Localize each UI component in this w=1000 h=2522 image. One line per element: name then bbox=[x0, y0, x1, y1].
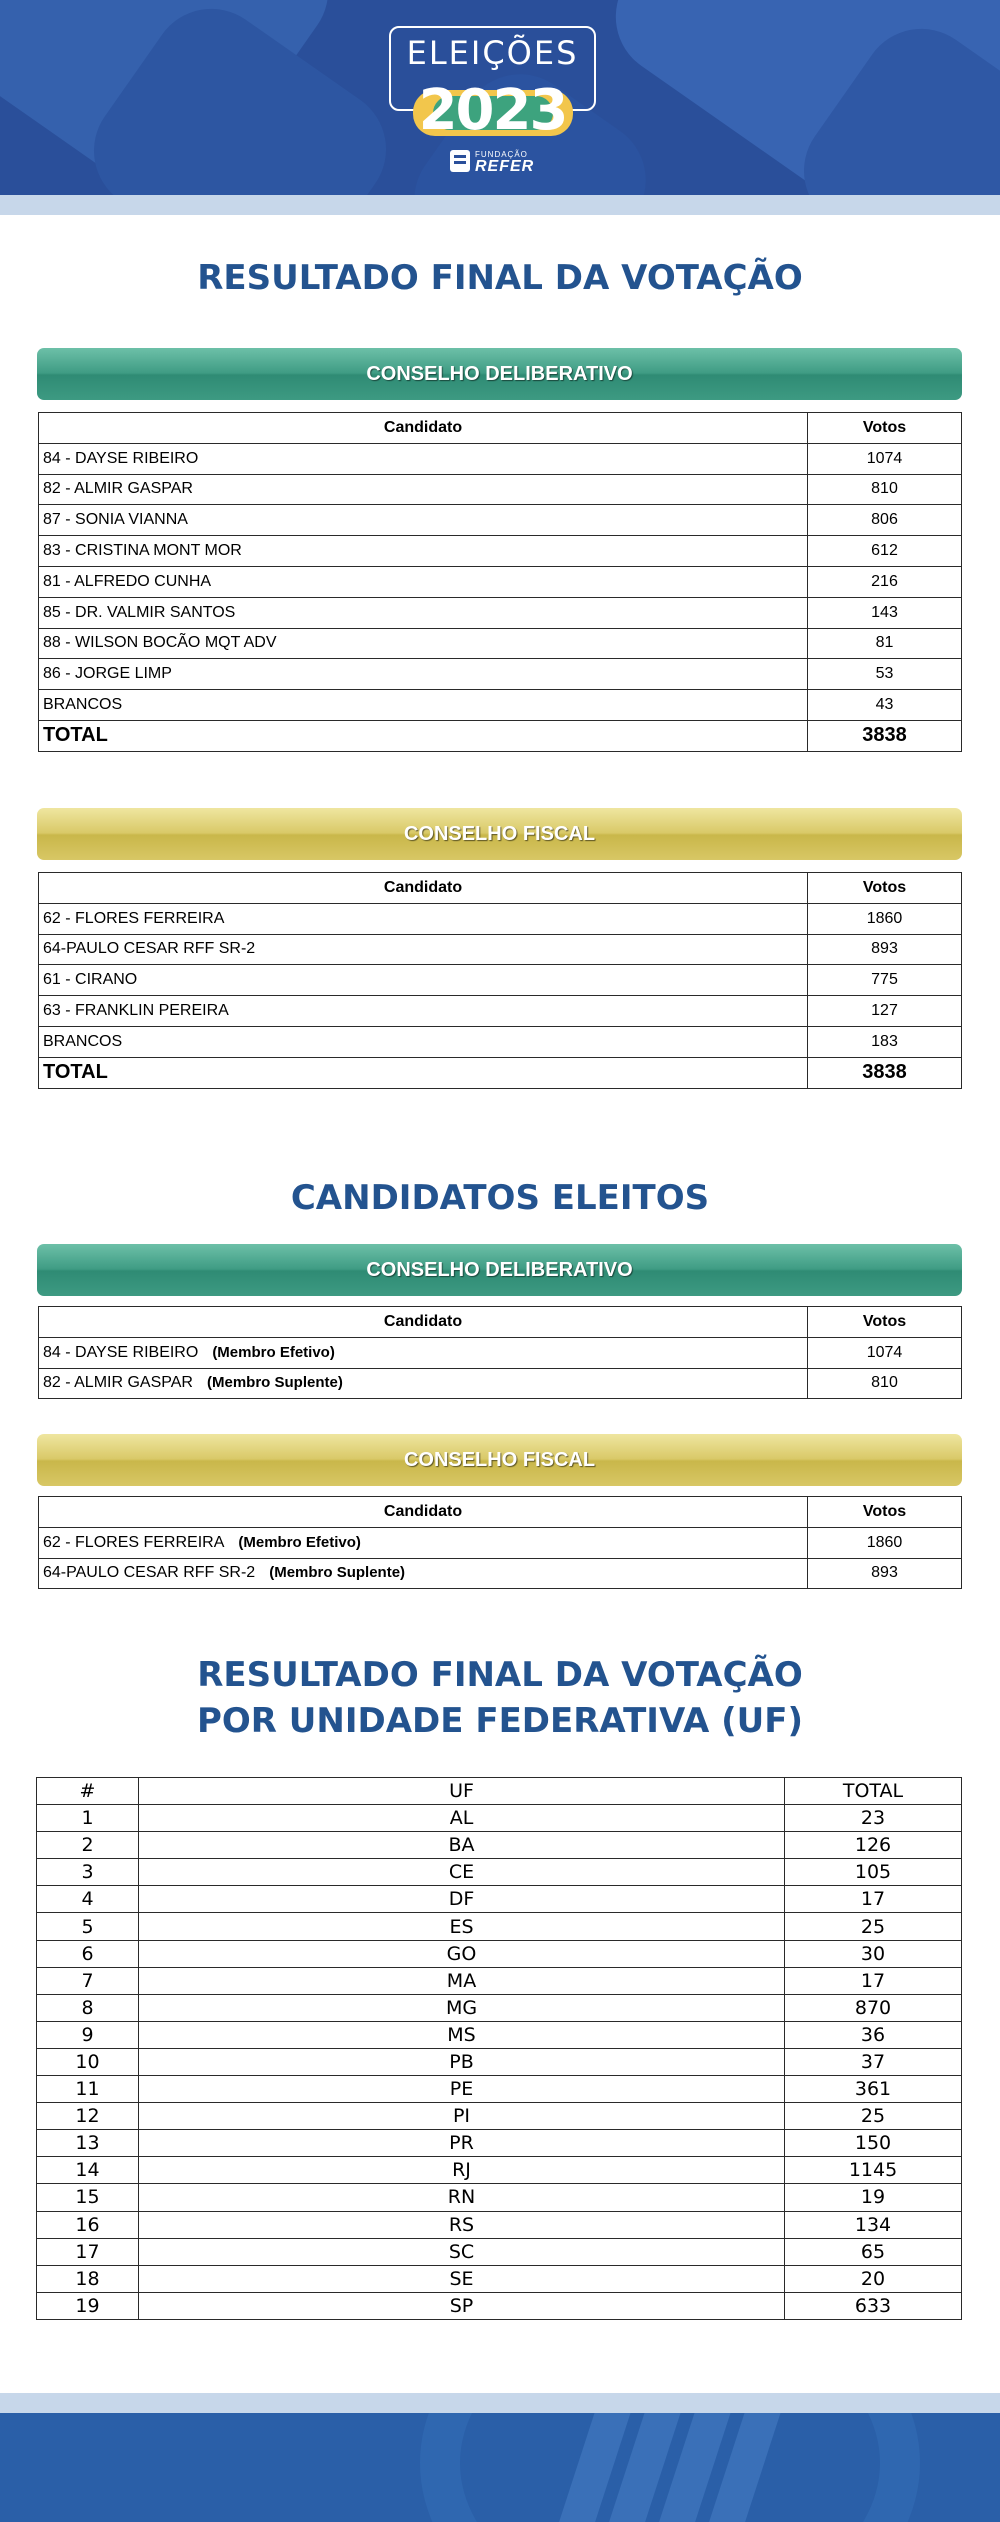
table-row bbox=[37, 2130, 962, 2157]
uf-code: PI bbox=[139, 2103, 785, 2130]
candidate-name: 61 - CIRANO bbox=[39, 965, 808, 996]
bar-conselho-fiscal: CONSELHO FISCAL bbox=[37, 808, 962, 860]
table-row bbox=[37, 1832, 962, 1859]
uf-total: 25 bbox=[785, 2103, 962, 2130]
uf-index: 2 bbox=[37, 1832, 139, 1859]
candidate-name: 85 - DR. VALMIR SANTOS bbox=[39, 597, 808, 628]
uf-total: 870 bbox=[785, 1994, 962, 2021]
col-candidato: Candidato bbox=[39, 413, 808, 444]
bar-elected-deliberativo: CONSELHO DELIBERATIVO bbox=[37, 1244, 962, 1296]
page-footer bbox=[0, 2413, 1000, 2522]
col-candidato: Candidato bbox=[39, 1307, 808, 1338]
candidate-name: 63 - FRANKLIN PEREIRA bbox=[39, 996, 808, 1027]
table-row bbox=[37, 1886, 962, 1913]
table-row bbox=[39, 443, 962, 474]
bar-elected-fiscal: CONSELHO FISCAL bbox=[37, 1434, 962, 1486]
bar-conselho-deliberativo: CONSELHO DELIBERATIVO bbox=[37, 348, 962, 400]
table-row bbox=[37, 2048, 962, 2075]
logo-year-text: 2023 bbox=[418, 78, 567, 143]
header-stripe bbox=[0, 195, 1000, 215]
candidate-votes: 216 bbox=[808, 566, 962, 597]
page-header bbox=[0, 0, 1000, 215]
table-row bbox=[39, 965, 962, 996]
uf-index: 17 bbox=[37, 2238, 139, 2265]
uf-code: SC bbox=[139, 2238, 785, 2265]
uf-total: 134 bbox=[785, 2211, 962, 2238]
uf-index: 3 bbox=[37, 1859, 139, 1886]
uf-total: 65 bbox=[785, 2238, 962, 2265]
uf-index: 7 bbox=[37, 1967, 139, 1994]
candidate-name: BRANCOS bbox=[39, 690, 808, 721]
uf-total: 1145 bbox=[785, 2157, 962, 2184]
uf-code: RJ bbox=[139, 2157, 785, 2184]
table-row bbox=[37, 1940, 962, 1967]
uf-code: CE bbox=[139, 1859, 785, 1886]
uf-total: 633 bbox=[785, 2292, 962, 2319]
refer-logo-icon bbox=[450, 150, 470, 172]
candidate-votes: 81 bbox=[808, 628, 962, 659]
results-fiscal-table bbox=[38, 872, 962, 1089]
table-row bbox=[37, 2103, 962, 2130]
col-index: # bbox=[37, 1778, 139, 1805]
uf-index: 13 bbox=[37, 2130, 139, 2157]
uf-code: DF bbox=[139, 1886, 785, 1913]
uf-index: 16 bbox=[37, 2211, 139, 2238]
candidate-votes: 806 bbox=[808, 505, 962, 536]
candidate-name: 81 - ALFREDO CUNHA bbox=[39, 566, 808, 597]
table-row bbox=[37, 2292, 962, 2319]
table-row bbox=[37, 1994, 962, 2021]
col-votos: Votos bbox=[808, 1497, 962, 1528]
candidate-name: 82 - ALMIR GASPAR bbox=[39, 474, 808, 505]
total-label: TOTAL bbox=[39, 720, 808, 751]
uf-index: 15 bbox=[37, 2184, 139, 2211]
candidate-name: 64-PAULO CESAR RFF SR-2 bbox=[39, 934, 808, 965]
uf-code: PB bbox=[139, 2048, 785, 2075]
uf-code: GO bbox=[139, 1940, 785, 1967]
candidate-name: 62 - FLORES FERREIRA bbox=[39, 903, 808, 934]
uf-code: MA bbox=[139, 1967, 785, 1994]
uf-index: 6 bbox=[37, 1940, 139, 1967]
candidate-name: 86 - JORGE LIMP bbox=[39, 659, 808, 690]
uf-code: BA bbox=[139, 1832, 785, 1859]
member-role: (Membro Efetivo) bbox=[212, 1343, 335, 1361]
uf-index: 19 bbox=[37, 2292, 139, 2319]
uf-code: AL bbox=[139, 1805, 785, 1832]
uf-total: 361 bbox=[785, 2076, 962, 2103]
candidate-votes: 43 bbox=[808, 690, 962, 721]
table-row bbox=[39, 1337, 962, 1368]
uf-total: 105 bbox=[785, 1859, 962, 1886]
uf-code: PE bbox=[139, 2076, 785, 2103]
candidate-votes: 1860 bbox=[808, 903, 962, 934]
total-value: 3838 bbox=[808, 720, 962, 751]
elected-deliberativo-table bbox=[38, 1306, 962, 1399]
table-row bbox=[39, 1558, 962, 1589]
uf-total: 20 bbox=[785, 2265, 962, 2292]
candidate-name: 88 - WILSON BOCÃO MQT ADV bbox=[39, 628, 808, 659]
table-header-row bbox=[37, 1778, 962, 1805]
candidate-name: 87 - SONIA VIANNA bbox=[39, 505, 808, 536]
uf-index: 4 bbox=[37, 1886, 139, 1913]
table-row bbox=[37, 2157, 962, 2184]
candidate-votes: 893 bbox=[808, 934, 962, 965]
col-votos: Votos bbox=[808, 873, 962, 904]
table-row bbox=[37, 2238, 962, 2265]
uf-total: 126 bbox=[785, 1832, 962, 1859]
candidate-votes: 612 bbox=[808, 536, 962, 567]
footer-stripe bbox=[0, 2393, 1000, 2413]
uf-code: SE bbox=[139, 2265, 785, 2292]
table-row bbox=[37, 1859, 962, 1886]
uf-index: 10 bbox=[37, 2048, 139, 2075]
candidate-name: 83 - CRISTINA MONT MOR bbox=[39, 536, 808, 567]
member-role: (Membro Efetivo) bbox=[238, 1533, 361, 1551]
candidate-votes: 810 bbox=[808, 1368, 962, 1399]
candidate-votes: 810 bbox=[808, 474, 962, 505]
table-row bbox=[39, 597, 962, 628]
table-row bbox=[39, 628, 962, 659]
table-row bbox=[39, 566, 962, 597]
elected-fiscal-table bbox=[38, 1496, 962, 1589]
uf-index: 9 bbox=[37, 2021, 139, 2048]
uf-total: 17 bbox=[785, 1967, 962, 1994]
candidate-name: BRANCOS bbox=[39, 1026, 808, 1057]
uf-total: 25 bbox=[785, 1913, 962, 1940]
uf-total: 30 bbox=[785, 1940, 962, 1967]
table-row bbox=[37, 2076, 962, 2103]
section-title-uf-line2: POR UNIDADE FEDERATIVA (UF) bbox=[196, 1701, 804, 1741]
table-row bbox=[37, 2021, 962, 2048]
candidate-votes: 143 bbox=[808, 597, 962, 628]
candidate-name: 84 - DAYSE RIBEIRO bbox=[43, 1343, 199, 1361]
uf-total: 17 bbox=[785, 1886, 962, 1913]
table-row bbox=[39, 996, 962, 1027]
candidate-votes: 1074 bbox=[808, 443, 962, 474]
uf-total: 150 bbox=[785, 2130, 962, 2157]
table-row bbox=[39, 934, 962, 965]
candidate-votes: 127 bbox=[808, 996, 962, 1027]
candidate-votes: 53 bbox=[808, 659, 962, 690]
col-votos: Votos bbox=[808, 413, 962, 444]
uf-code: MS bbox=[139, 2021, 785, 2048]
member-role: (Membro Suplente) bbox=[269, 1564, 406, 1582]
uf-total: 36 bbox=[785, 2021, 962, 2048]
total-label: TOTAL bbox=[39, 1057, 808, 1088]
table-row bbox=[39, 536, 962, 567]
uf-code: ES bbox=[139, 1913, 785, 1940]
candidate-name: 84 - DAYSE RIBEIRO bbox=[39, 443, 808, 474]
table-row bbox=[37, 1805, 962, 1832]
uf-code: RN bbox=[139, 2184, 785, 2211]
table-row bbox=[39, 1527, 962, 1558]
logo-year bbox=[389, 78, 596, 143]
table-row bbox=[37, 2265, 962, 2292]
total-row bbox=[39, 720, 962, 751]
table-row bbox=[37, 1913, 962, 1940]
col-votos: Votos bbox=[808, 1307, 962, 1338]
section-title-results: RESULTADO FINAL DA VOTAÇÃO bbox=[197, 258, 803, 298]
logo-title: ELEIÇÕES bbox=[406, 34, 579, 72]
table-header-row bbox=[39, 413, 962, 444]
table-row bbox=[39, 505, 962, 536]
col-candidato: Candidato bbox=[39, 873, 808, 904]
uf-index: 1 bbox=[37, 1805, 139, 1832]
uf-total: 19 bbox=[785, 2184, 962, 2211]
refer-logo-small: FUNDAÇÃO bbox=[475, 150, 528, 159]
uf-results-table bbox=[36, 1777, 962, 2320]
uf-index: 5 bbox=[37, 1913, 139, 1940]
table-header-row bbox=[39, 873, 962, 904]
table-header-row bbox=[39, 1307, 962, 1338]
uf-total: 23 bbox=[785, 1805, 962, 1832]
candidate-name: 62 - FLORES FERREIRA bbox=[43, 1533, 225, 1551]
total-row bbox=[39, 1057, 962, 1088]
uf-index: 11 bbox=[37, 2076, 139, 2103]
table-row bbox=[37, 2211, 962, 2238]
uf-total: 37 bbox=[785, 2048, 962, 2075]
table-row bbox=[39, 1368, 962, 1399]
section-title-elected: CANDIDATOS ELEITOS bbox=[290, 1178, 710, 1218]
uf-index: 18 bbox=[37, 2265, 139, 2292]
table-row bbox=[39, 1026, 962, 1057]
col-total: TOTAL bbox=[785, 1778, 962, 1805]
candidate-votes: 183 bbox=[808, 1026, 962, 1057]
uf-code: RS bbox=[139, 2211, 785, 2238]
uf-index: 14 bbox=[37, 2157, 139, 2184]
table-row bbox=[37, 1967, 962, 1994]
results-deliberativo-table bbox=[38, 412, 962, 752]
uf-index: 8 bbox=[37, 1994, 139, 2021]
table-row bbox=[39, 903, 962, 934]
candidate-votes: 1860 bbox=[808, 1527, 962, 1558]
col-uf: UF bbox=[139, 1778, 785, 1805]
uf-code: PR bbox=[139, 2130, 785, 2157]
candidate-votes: 893 bbox=[808, 1558, 962, 1589]
table-header-row bbox=[39, 1497, 962, 1528]
uf-index: 12 bbox=[37, 2103, 139, 2130]
candidate-votes: 775 bbox=[808, 965, 962, 996]
candidate-votes: 1074 bbox=[808, 1337, 962, 1368]
table-row bbox=[37, 2184, 962, 2211]
refer-logo-name: REFER bbox=[475, 158, 535, 175]
total-value: 3838 bbox=[808, 1057, 962, 1088]
candidate-name: 64-PAULO CESAR RFF SR-2 bbox=[43, 1564, 256, 1582]
table-row bbox=[39, 690, 962, 721]
member-role: (Membro Suplente) bbox=[206, 1374, 343, 1392]
col-candidato: Candidato bbox=[39, 1497, 808, 1528]
uf-code: SP bbox=[139, 2292, 785, 2319]
section-title-uf-line1: RESULTADO FINAL DA VOTAÇÃO bbox=[197, 1655, 803, 1695]
uf-code: MG bbox=[139, 1994, 785, 2021]
table-row bbox=[39, 659, 962, 690]
candidate-name: 82 - ALMIR GASPAR bbox=[43, 1374, 193, 1392]
table-row bbox=[39, 474, 962, 505]
